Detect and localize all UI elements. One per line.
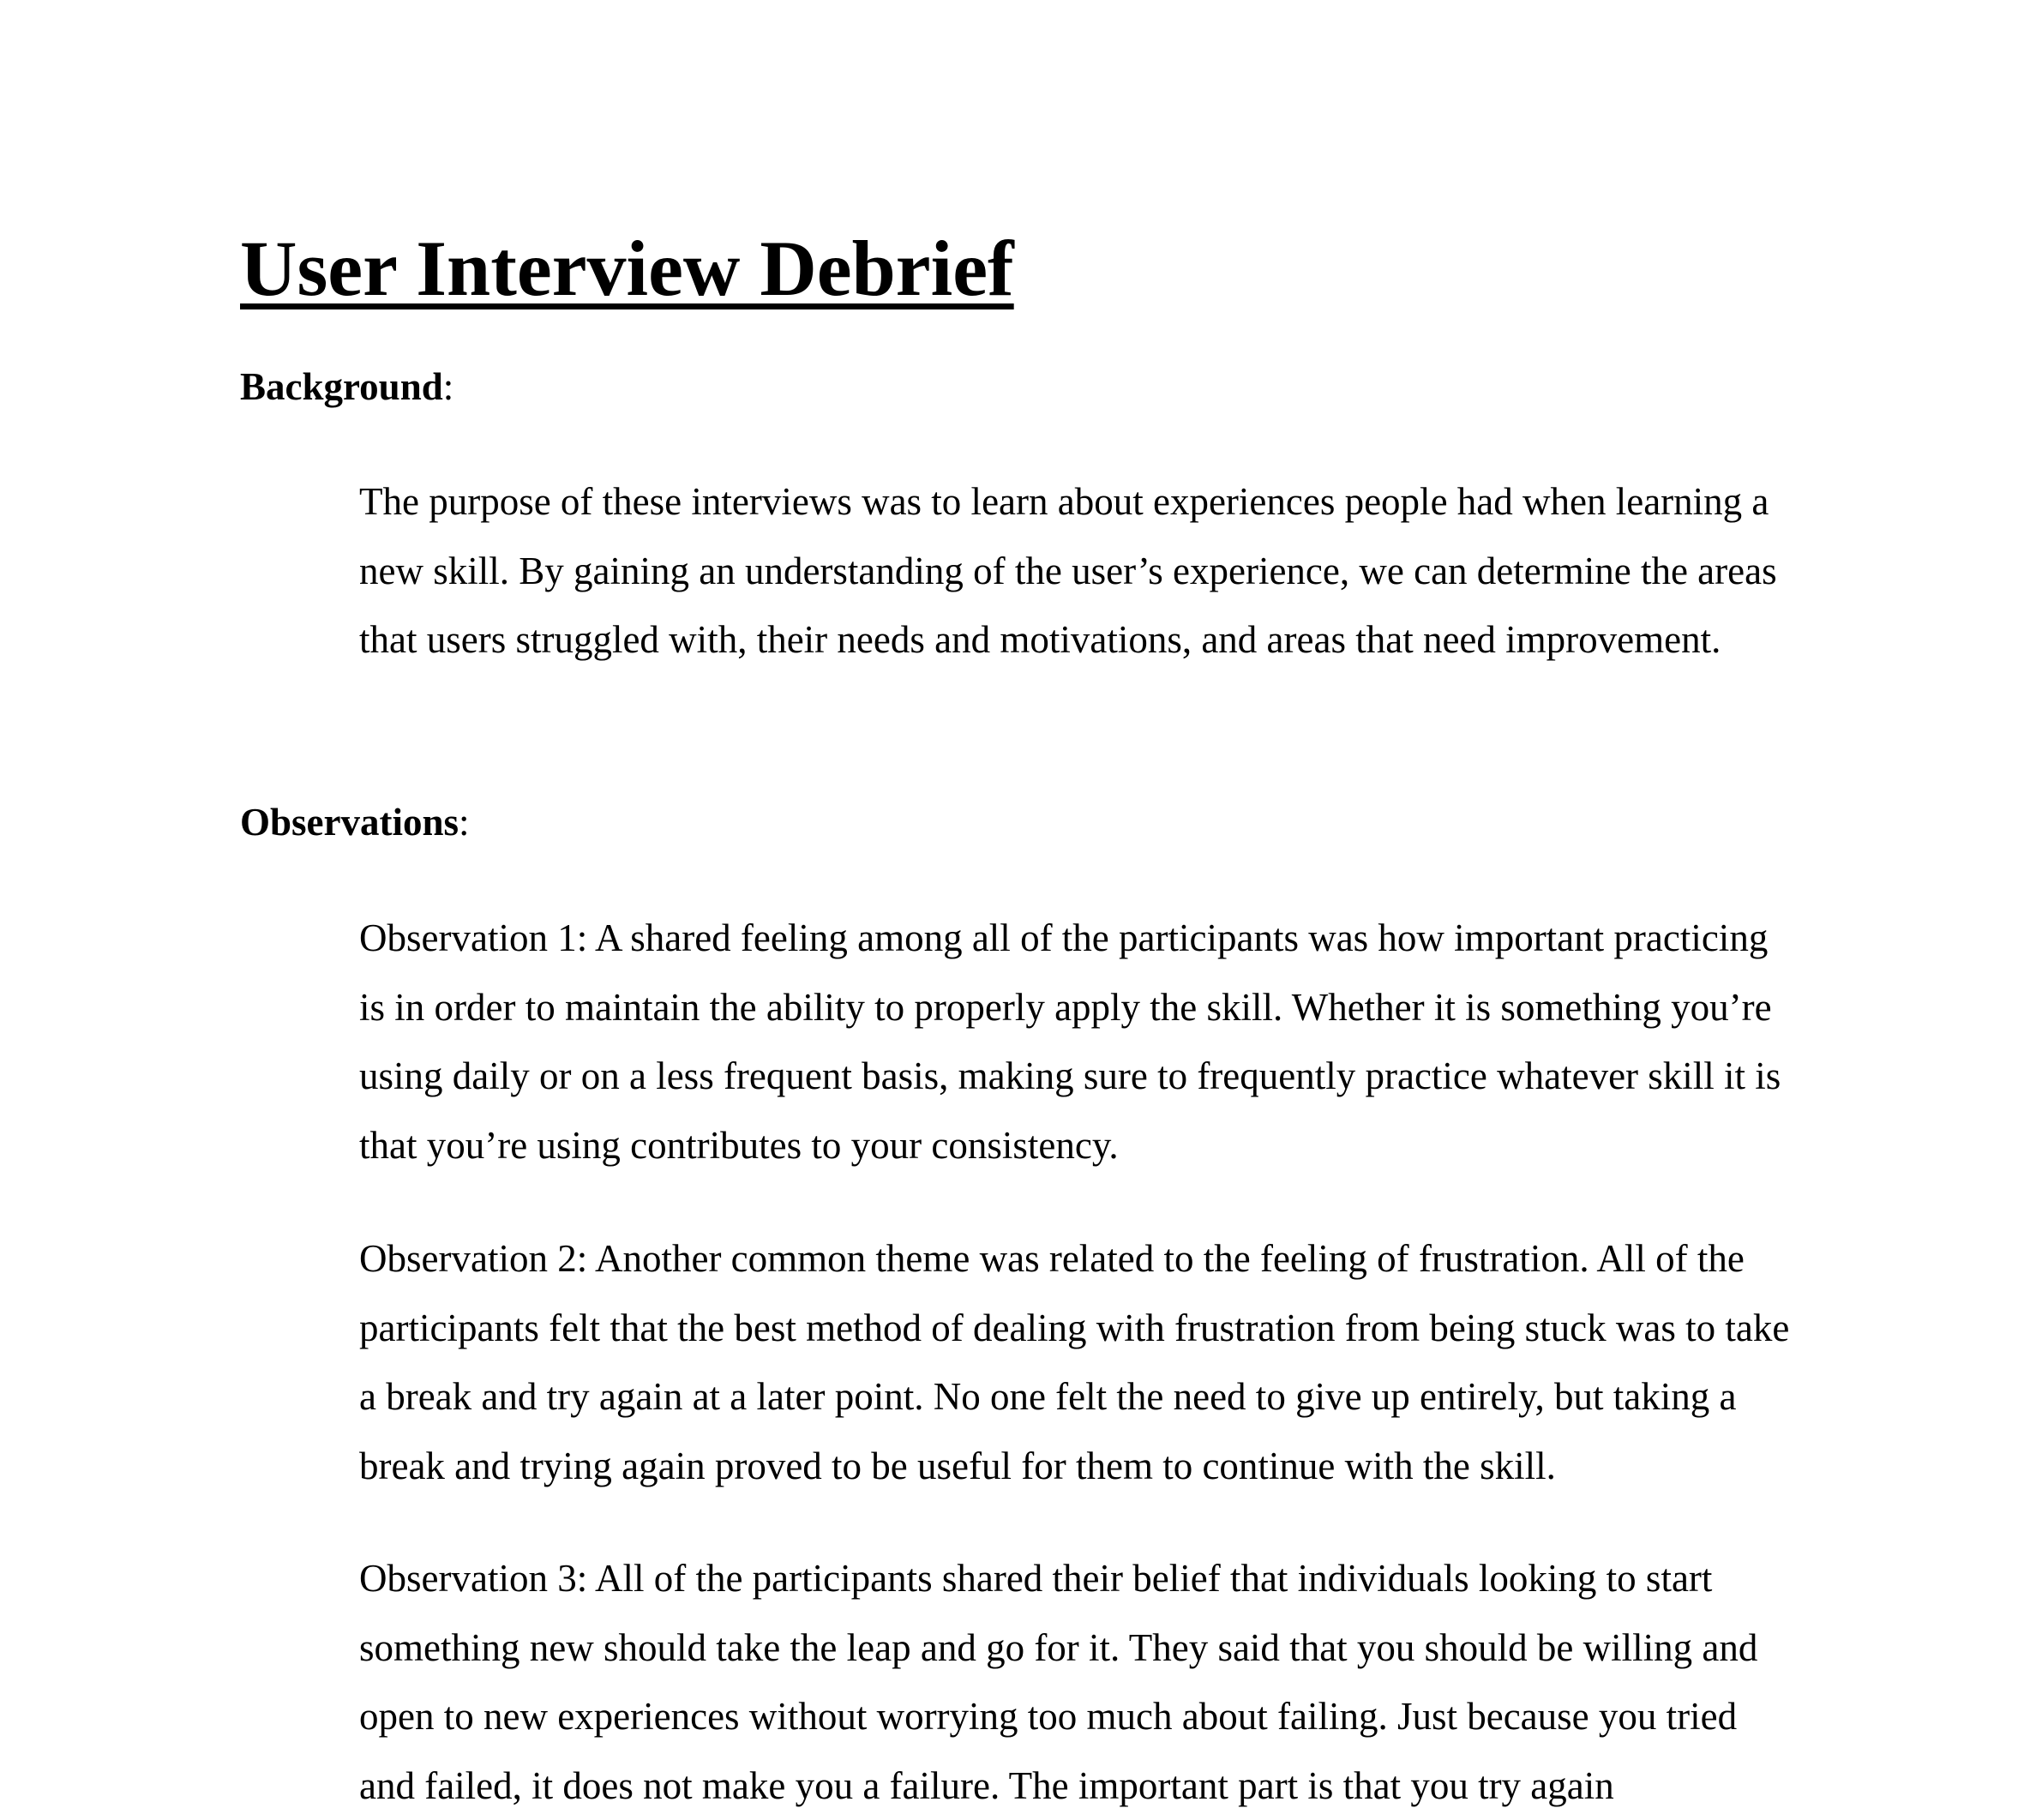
- background-heading-colon: :: [442, 365, 454, 408]
- background-paragraph: The purpose of these interviews was to learn about experiences people had when learning a new skill. By gaining an understanding of the user’s experience, we can determine the areas that users struggled with, their needs and motivations, and areas that need improvement.: [359, 480, 1777, 661]
- document-title: User Interview Debrief: [240, 225, 1014, 312]
- background-heading: [240, 363, 453, 410]
- observations-heading-colon: :: [459, 801, 470, 844]
- observation-3-paragraph: Observation 3: All of the participants shared their belief that individuals looking to start something new should take the leap and go for it. They said that you should be willing and open to new experiences without worrying too much about failing. Just because you tried and failed, it does not make you a failure. The important part is that you try again: [359, 1557, 1758, 1807]
- observation-1-paragraph: Observation 1: A shared feeling among all of the participants was how important practicing is in order to maintain the ability to properly apply the skill. Whether it is something you’re using daily or on a less frequent basis, making sure to frequently practice whatever skill it is that you’re using contributes to your consistency.: [359, 916, 1781, 1167]
- background-heading-label: Background: [240, 365, 443, 408]
- observations-heading: [240, 799, 470, 845]
- observation-2-paragraph: Observation 2: Another common theme was related to the feeling of frustration. All of the participants felt that the best method of dealing with frustration from being stuck was to take a break and try again at a later point. No one felt the need to give up entirely, but taking a break and trying again proved to be useful for them to continue with the skill.: [359, 1237, 1790, 1487]
- observations-heading-label: Observations: [240, 801, 459, 844]
